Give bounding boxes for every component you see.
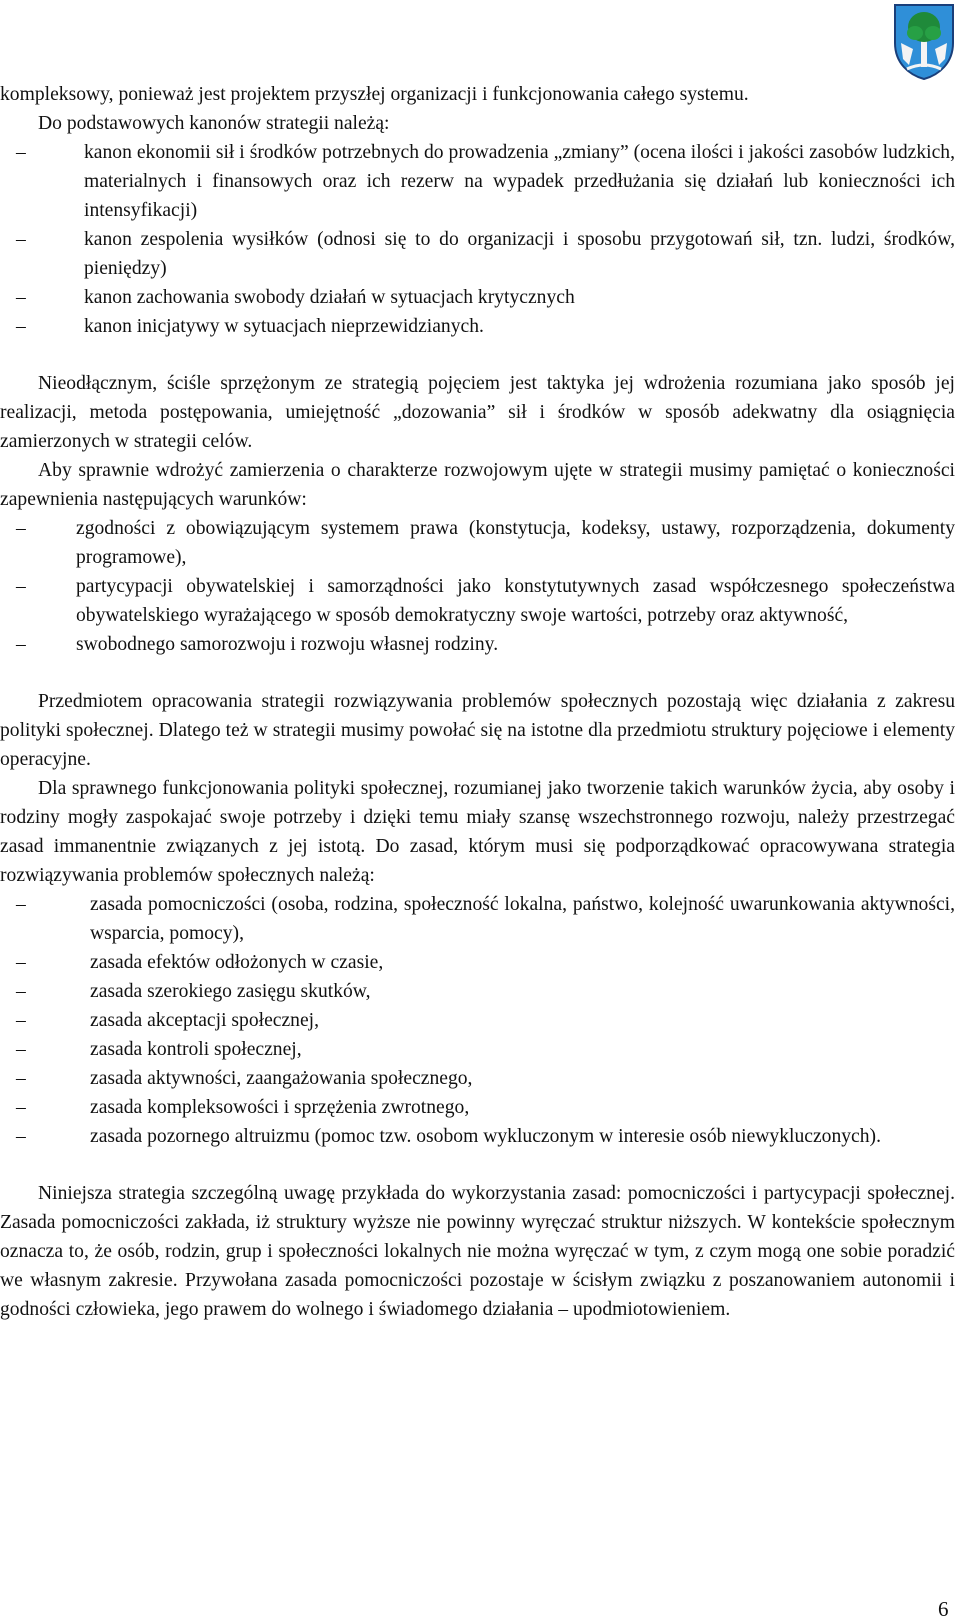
coat-of-arms-icon bbox=[893, 3, 955, 81]
tactics-paragraph: Nieodłącznym, ściśle sprzężonym ze strategią pojęciem jest taktyka jej wdrożenia rozumiana jako sposób jej realizacji, metoda postępowania, umiejętność „dozowania” sił i środków w sposób adekwatny dla osiągnięcia zamierzonych w strategii celów. bbox=[0, 373, 955, 452]
list-item: – kanon zespolenia wysiłków (odnosi się to do organizacji i sposobu przygotowań sił, tzn. ludzi, środków, pieniędzy) bbox=[84, 225, 955, 283]
list-item: – zgodności z obowiązującym systemem prawa (konstytucja, kodeksy, ustawy, rozporządzenia, dokumenty programowe), bbox=[76, 514, 955, 572]
dash-bullet: – bbox=[16, 634, 26, 655]
subject-paragraph: Przedmiotem opracowania strategii rozwiązywania problemów społecznych pozostają więc działania z zakresu polityki społecznej. Dlatego też w strategii musimy powołać się na istotne dla przedmiotu struktury pojęciowe i elementy operacyjne. bbox=[0, 691, 955, 770]
list-item: – zasada efektów odłożonych w czasie, bbox=[90, 948, 955, 977]
dash-bullet: – bbox=[16, 1126, 26, 1147]
dash-bullet: – bbox=[16, 229, 26, 250]
list-item: – kanon ekonomii sił i środków potrzebnych do prowadzenia „zmiany” (ocena ilości i jakości zasobów ludzkich, materialnych i finansowych oraz ich rezerw na wypadek przedłużania się działań lub konieczności ich intensyfikacji) bbox=[84, 138, 955, 225]
list-item: – zasada kontroli społecznej, bbox=[90, 1035, 955, 1064]
dash-bullet: – bbox=[16, 287, 26, 308]
dash-bullet: – bbox=[16, 142, 26, 163]
dash-bullet: – bbox=[16, 576, 26, 597]
final-paragraph: Niniejsza strategia szczególną uwagę przykłada do wykorzystania zasad: pomocniczości i partycypacji społecznej. Zasada pomocniczości zakłada, iż struktury wyższe nie powinny wyręczać struktur niższych. W kontekście społecznym oznacza to, że osób, rodzin, grup i społeczności lokalnych nie można wyręczać w tym, z czym mogą one sobie poradzić we własnym zakresie. Przywołana zasada pomocniczości pozostaje w ścisłym związku z poszanowaniem autonomii i godności człowieka, jego prawem do wolnego i świadomego działania – upodmiotowieniem. bbox=[0, 1183, 955, 1320]
list-item: – zasada aktywności, zaangażowania społecznego, bbox=[90, 1064, 955, 1093]
dash-bullet: – bbox=[16, 1039, 26, 1060]
page-number: 6 bbox=[938, 1597, 949, 1621]
dash-bullet: – bbox=[16, 1097, 26, 1118]
dash-bullet: – bbox=[16, 1010, 26, 1031]
dash-bullet: – bbox=[16, 981, 26, 1002]
conditions-intro: Aby sprawnie wdrożyć zamierzenia o charakterze rozwojowym ujęte w strategii musimy pamiętać o konieczności zapewnienia następujących warunków: bbox=[0, 460, 955, 510]
canons-list bbox=[0, 138, 955, 341]
list-item: – kanon zachowania swobody działań w sytuacjach krytycznych bbox=[84, 283, 955, 312]
dash-bullet: – bbox=[16, 894, 26, 915]
principles-intro: Dla sprawnego funkcjonowania polityki społecznej, rozumianej jako tworzenie takich warunków życia, aby osoby i rodziny mogły zaspokajać swoje potrzeby i dzięki temu miały szansę wszechstronnego rozwoju, należy przestrzegać zasad immanentnie związanych z jej istotą. Do zasad, którym musi się podporządkować opracowywana strategia rozwiązywania problemów społecznych należą: bbox=[0, 778, 955, 886]
list-item: – zasada akceptacji społecznej, bbox=[90, 1006, 955, 1035]
list-item: – kanon inicjatywy w sytuacjach nieprzewidzianych. bbox=[84, 312, 955, 341]
dash-bullet: – bbox=[16, 952, 26, 973]
dash-bullet: – bbox=[16, 316, 26, 337]
list-item: – zasada szerokiego zasięgu skutków, bbox=[90, 977, 955, 1006]
list-item: – zasada pomocniczości (osoba, rodzina, społeczność lokalna, państwo, kolejność uwarunkowania aktywności, wsparcia, pomocy), bbox=[90, 890, 955, 948]
list-item: – swobodnego samorozwoju i rozwoju własnej rodziny. bbox=[76, 630, 955, 659]
intro-continuation: kompleksowy, ponieważ jest projektem przyszłej organizacji i funkcjonowania całego systemu. bbox=[0, 84, 749, 105]
canons-intro: Do podstawowych kanonów strategii należą: bbox=[38, 113, 390, 134]
principles-list bbox=[0, 890, 955, 1151]
list-item: – partycypacji obywatelskiej i samorządności jako konstytutywnych zasad współczesnego społeczeństwa obywatelskiego wyrażającego w sposób demokratyczny swoje wartości, potrzeby oraz aktywność, bbox=[76, 572, 955, 630]
list-item: – zasada kompleksowości i sprzężenia zwrotnego, bbox=[90, 1093, 955, 1122]
dash-bullet: – bbox=[16, 518, 26, 539]
body-text bbox=[0, 80, 955, 1324]
list-item: – zasada pozornego altruizmu (pomoc tzw. osobom wykluczonym w interesie osób niewykluczonych). bbox=[90, 1122, 955, 1151]
dash-bullet: – bbox=[16, 1068, 26, 1089]
conditions-list bbox=[0, 514, 955, 659]
